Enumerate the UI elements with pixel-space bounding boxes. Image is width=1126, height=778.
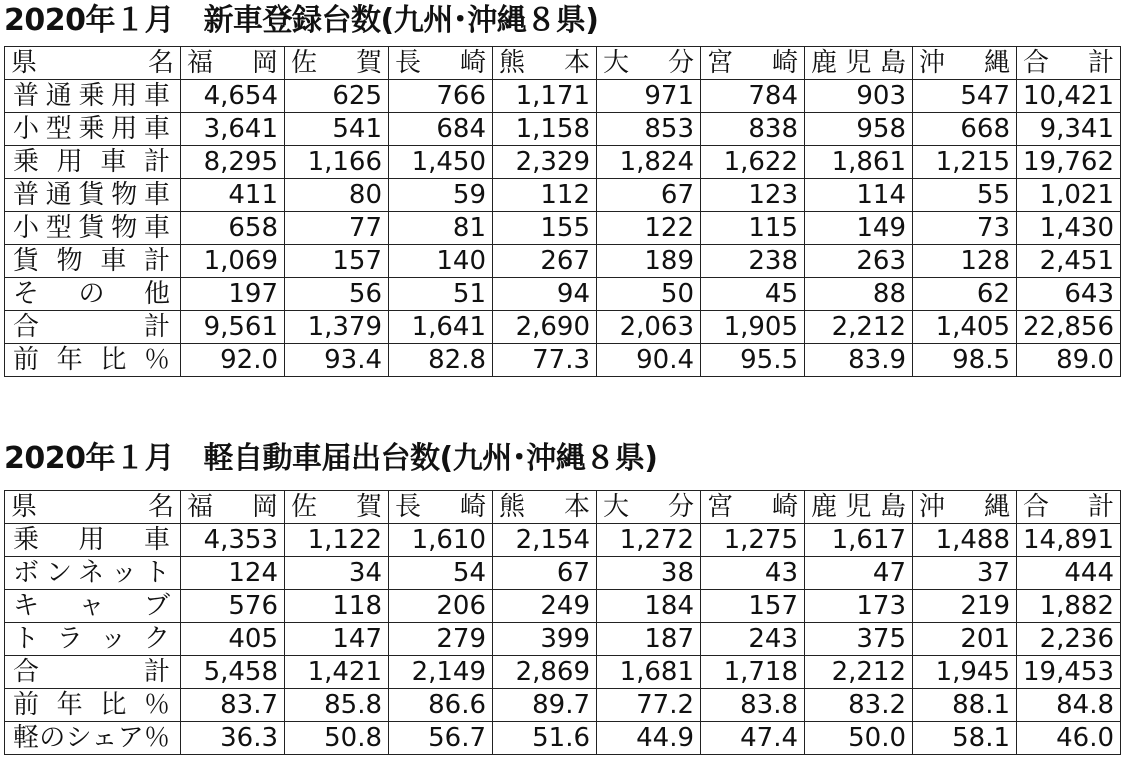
table-cell: 5,458	[181, 656, 285, 689]
table-row	[5, 245, 1121, 278]
row-label: 乗用車	[5, 524, 181, 557]
table-cell: 155	[493, 212, 597, 245]
table-cell: 206	[389, 590, 493, 623]
table-cell: 149	[805, 212, 913, 245]
table-row	[5, 656, 1121, 689]
table-cell: 1,861	[805, 146, 913, 179]
table-cell: 1,166	[285, 146, 389, 179]
table-row	[5, 146, 1121, 179]
table-cell: 1,021	[1017, 179, 1121, 212]
column-header-prefecture: 県 名	[5, 491, 181, 524]
table-cell: 77	[285, 212, 389, 245]
table-cell: 157	[701, 590, 805, 623]
table-cell: 3,641	[181, 113, 285, 146]
table-cell: 238	[701, 245, 805, 278]
column-header: 熊 本	[493, 47, 597, 80]
table-cell: 4,353	[181, 524, 285, 557]
table-cell: 44.9	[597, 722, 701, 755]
table-cell: 58.1	[913, 722, 1017, 755]
column-header: 福 岡	[181, 491, 285, 524]
row-label: 乗用車計	[5, 146, 181, 179]
table-cell: 2,690	[493, 311, 597, 344]
column-header: 宮 崎	[701, 47, 805, 80]
row-label: 前年比％	[5, 344, 181, 377]
table-cell: 184	[597, 590, 701, 623]
table-cell: 46.0	[1017, 722, 1121, 755]
table-cell: 47	[805, 557, 913, 590]
row-label: その他	[5, 278, 181, 311]
kei-table-title: 2020年１月 軽自動車届出台数(九州･沖縄８県)	[4, 441, 658, 476]
table-cell: 128	[913, 245, 1017, 278]
table-header-row	[5, 47, 1121, 80]
table-cell: 73	[913, 212, 1017, 245]
table-cell: 1,824	[597, 146, 701, 179]
table-cell: 263	[805, 245, 913, 278]
table-cell: 98.5	[913, 344, 1017, 377]
table-cell: 83.2	[805, 689, 913, 722]
table-cell: 81	[389, 212, 493, 245]
table-cell: 1,617	[805, 524, 913, 557]
row-label: トラック	[5, 623, 181, 656]
table-cell: 50	[597, 278, 701, 311]
column-header: 大 分	[597, 491, 701, 524]
table-cell: 10,421	[1017, 80, 1121, 113]
table-cell: 187	[597, 623, 701, 656]
column-header: 福 岡	[181, 47, 285, 80]
column-header: 合 計	[1017, 491, 1121, 524]
table-cell: 50.0	[805, 722, 913, 755]
column-header: 長 崎	[389, 47, 493, 80]
column-header: 熊 本	[493, 491, 597, 524]
table-row	[5, 557, 1121, 590]
table-cell: 45	[701, 278, 805, 311]
table-cell: 22,856	[1017, 311, 1121, 344]
column-header: 沖 縄	[913, 491, 1017, 524]
row-label: 小型乗用車	[5, 113, 181, 146]
table-cell: 2,869	[493, 656, 597, 689]
table-cell: 1,069	[181, 245, 285, 278]
column-header: 鹿児島	[805, 47, 913, 80]
row-label: 小型貨物車	[5, 212, 181, 245]
table-cell: 1,215	[913, 146, 1017, 179]
table-cell: 219	[913, 590, 1017, 623]
table-row	[5, 623, 1121, 656]
table-cell: 37	[913, 557, 1017, 590]
table-cell: 1,450	[389, 146, 493, 179]
table-cell: 43	[701, 557, 805, 590]
table-cell: 147	[285, 623, 389, 656]
table-cell: 38	[597, 557, 701, 590]
table-cell: 124	[181, 557, 285, 590]
table-cell: 122	[597, 212, 701, 245]
table-cell: 118	[285, 590, 389, 623]
table-cell: 95.5	[701, 344, 805, 377]
table-cell: 1,882	[1017, 590, 1121, 623]
table-row	[5, 113, 1121, 146]
table-cell: 89.7	[493, 689, 597, 722]
table-cell: 1,622	[701, 146, 805, 179]
column-header: 長 崎	[389, 491, 493, 524]
table-cell: 51.6	[493, 722, 597, 755]
table-cell: 88	[805, 278, 913, 311]
table-cell: 123	[701, 179, 805, 212]
table-cell: 36.3	[181, 722, 285, 755]
table-cell: 2,451	[1017, 245, 1121, 278]
column-header: 合 計	[1017, 47, 1121, 80]
table-cell: 56.7	[389, 722, 493, 755]
table-cell: 643	[1017, 278, 1121, 311]
table-cell: 88.1	[913, 689, 1017, 722]
table-cell: 2,236	[1017, 623, 1121, 656]
table-cell: 1,122	[285, 524, 389, 557]
column-header: 佐 賀	[285, 47, 389, 80]
table-cell: 92.0	[181, 344, 285, 377]
table-row	[5, 689, 1121, 722]
table-cell: 157	[285, 245, 389, 278]
row-label: ボンネット	[5, 557, 181, 590]
table-cell: 1,430	[1017, 212, 1121, 245]
column-header: 佐 賀	[285, 491, 389, 524]
table-cell: 51	[389, 278, 493, 311]
table-cell: 1,379	[285, 311, 389, 344]
table-cell: 82.8	[389, 344, 493, 377]
column-header: 大 分	[597, 47, 701, 80]
table-cell: 1,171	[493, 80, 597, 113]
table-cell: 547	[913, 80, 1017, 113]
row-label: 普通貨物車	[5, 179, 181, 212]
row-label: キャブ	[5, 590, 181, 623]
table-row	[5, 278, 1121, 311]
table-cell: 1,405	[913, 311, 1017, 344]
table-cell: 1,681	[597, 656, 701, 689]
table-cell: 83.8	[701, 689, 805, 722]
table-cell: 2,154	[493, 524, 597, 557]
column-header: 宮 崎	[701, 491, 805, 524]
table-cell: 1,158	[493, 113, 597, 146]
table-cell: 47.4	[701, 722, 805, 755]
table-cell: 80	[285, 179, 389, 212]
table-cell: 375	[805, 623, 913, 656]
table-cell: 2,212	[805, 311, 913, 344]
table-cell: 4,654	[181, 80, 285, 113]
column-header: 沖 縄	[913, 47, 1017, 80]
table-header-row	[5, 491, 1121, 524]
row-label: 軽のシェア％	[5, 722, 181, 755]
table-cell: 243	[701, 623, 805, 656]
table-cell: 59	[389, 179, 493, 212]
table-cell: 14,891	[1017, 524, 1121, 557]
table-cell: 2,063	[597, 311, 701, 344]
table-cell: 411	[181, 179, 285, 212]
table-cell: 94	[493, 278, 597, 311]
table-cell: 86.6	[389, 689, 493, 722]
table-cell: 405	[181, 623, 285, 656]
table-cell: 90.4	[597, 344, 701, 377]
table-cell: 1,272	[597, 524, 701, 557]
kei-table	[4, 490, 1121, 755]
table-cell: 279	[389, 623, 493, 656]
table-cell: 668	[913, 113, 1017, 146]
table-cell: 684	[389, 113, 493, 146]
table-cell: 1,905	[701, 311, 805, 344]
table-cell: 50.8	[285, 722, 389, 755]
table-cell: 625	[285, 80, 389, 113]
table-row	[5, 311, 1121, 344]
table-cell: 1,945	[913, 656, 1017, 689]
table-row	[5, 722, 1121, 755]
table-cell: 784	[701, 80, 805, 113]
table-cell: 2,212	[805, 656, 913, 689]
table-cell: 958	[805, 113, 913, 146]
table-cell: 189	[597, 245, 701, 278]
table-cell: 9,561	[181, 311, 285, 344]
table-cell: 267	[493, 245, 597, 278]
table-cell: 1,421	[285, 656, 389, 689]
table-cell: 658	[181, 212, 285, 245]
table-cell: 77.3	[493, 344, 597, 377]
table-cell: 140	[389, 245, 493, 278]
table-cell: 2,329	[493, 146, 597, 179]
table-row	[5, 344, 1121, 377]
row-label: 前年比％	[5, 689, 181, 722]
table-cell: 84.8	[1017, 689, 1121, 722]
table-cell: 85.8	[285, 689, 389, 722]
table-cell: 399	[493, 623, 597, 656]
table-cell: 56	[285, 278, 389, 311]
table-cell: 62	[913, 278, 1017, 311]
table-cell: 67	[597, 179, 701, 212]
table-cell: 19,453	[1017, 656, 1121, 689]
table-cell: 8,295	[181, 146, 285, 179]
table-cell: 83.7	[181, 689, 285, 722]
table-cell: 1,641	[389, 311, 493, 344]
table-cell: 89.0	[1017, 344, 1121, 377]
table-cell: 83.9	[805, 344, 913, 377]
table-cell: 838	[701, 113, 805, 146]
table-cell: 971	[597, 80, 701, 113]
table-cell: 766	[389, 80, 493, 113]
table-cell: 115	[701, 212, 805, 245]
table-cell: 903	[805, 80, 913, 113]
table-cell: 1,610	[389, 524, 493, 557]
table-cell: 1,275	[701, 524, 805, 557]
table-cell: 114	[805, 179, 913, 212]
table-row	[5, 179, 1121, 212]
row-label: 普通乗用車	[5, 80, 181, 113]
table-cell: 2,149	[389, 656, 493, 689]
table-row	[5, 524, 1121, 557]
column-header: 鹿児島	[805, 491, 913, 524]
table-cell: 19,762	[1017, 146, 1121, 179]
row-label: 合計	[5, 656, 181, 689]
row-label: 合計	[5, 311, 181, 344]
table-cell: 67	[493, 557, 597, 590]
table-row	[5, 212, 1121, 245]
table-cell: 249	[493, 590, 597, 623]
table-cell: 77.2	[597, 689, 701, 722]
table-cell: 444	[1017, 557, 1121, 590]
table-cell: 93.4	[285, 344, 389, 377]
table-cell: 201	[913, 623, 1017, 656]
table-cell: 197	[181, 278, 285, 311]
table-cell: 112	[493, 179, 597, 212]
table-cell: 541	[285, 113, 389, 146]
table-cell: 9,341	[1017, 113, 1121, 146]
table-cell: 54	[389, 557, 493, 590]
registration-table-title: 2020年１月 新車登録台数(九州･沖縄８県)	[4, 3, 599, 38]
table-cell: 576	[181, 590, 285, 623]
table-cell: 853	[597, 113, 701, 146]
table-cell: 55	[913, 179, 1017, 212]
column-header-prefecture: 県 名	[5, 47, 181, 80]
table-cell: 1,718	[701, 656, 805, 689]
registration-table	[4, 46, 1121, 377]
table-row	[5, 590, 1121, 623]
table-cell: 1,488	[913, 524, 1017, 557]
row-label: 貨物車計	[5, 245, 181, 278]
table-row	[5, 80, 1121, 113]
table-cell: 173	[805, 590, 913, 623]
table-cell: 34	[285, 557, 389, 590]
